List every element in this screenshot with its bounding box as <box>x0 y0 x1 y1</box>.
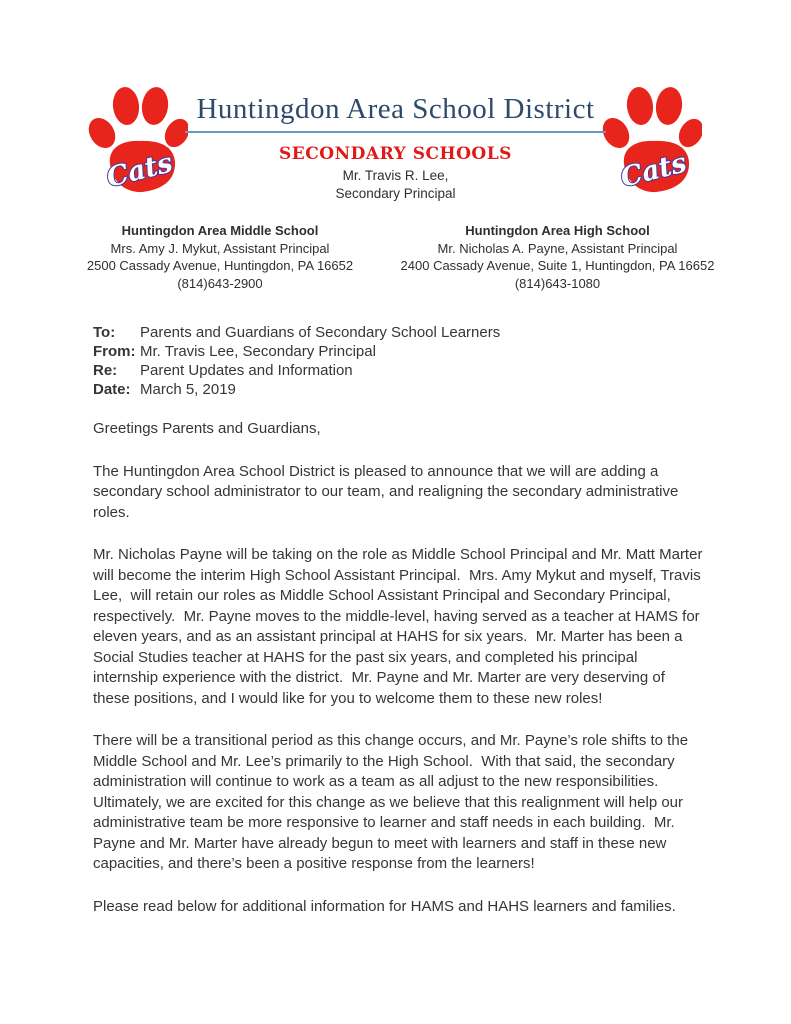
high-school-phone: (814)643-1080 <box>514 275 601 291</box>
high-school-block <box>400 222 715 292</box>
cats-paw-logo-left <box>88 86 188 200</box>
middle-school-principal: Mrs. Amy J. Mykut, Assistant Principal <box>110 240 330 256</box>
letter-paragraph-2: Mr. Nicholas Payne will be taking on the role as Middle School Principal and Mr. Matt Marter will become the interim High School Assistant Principal. Mrs. Amy Mykut and myself, Travis Lee, will retain our roles as Middle School Assistant Principal and Secondary Principal, respectively. Mr. Payne moves to the middle-level, having served as a teacher at HAMS for eleven years, and as an assistant principal at HAHS for six years. Mr. Marter has been a Social Studies teacher at HAHS for the past six years, and completed his principal internship experience with the district. Mr. Payne and Mr. Marter are very deserving of these positions, and I would like for you to welcome them to these new roles! <box>93 546 707 707</box>
memo-header <box>93 323 500 399</box>
middle-school-block <box>55 222 385 292</box>
paw-print-icon <box>602 86 702 200</box>
memo-date-value: March 5, 2019 <box>140 381 236 398</box>
cats-logo-text: Cats <box>617 147 690 194</box>
memo-re-value: Parent Updates and Information <box>140 362 353 379</box>
high-school-principal: Mr. Nicholas A. Payne, Assistant Principal <box>437 240 678 256</box>
paw-print-icon <box>88 86 188 200</box>
principal-title: Secondary Principal <box>335 186 456 201</box>
cats-logo-text: Cats <box>103 147 176 194</box>
letter-paragraph-4: Please read below for additional information for HAMS and HAHS learners and families. <box>93 897 676 915</box>
school-addresses <box>0 222 791 294</box>
title-rule <box>185 131 606 133</box>
letter-greeting: Greetings Parents and Guardians, <box>93 420 321 437</box>
middle-school-phone: (814)643-2900 <box>177 275 263 291</box>
memo-from-label: From: <box>93 343 136 360</box>
letterhead <box>185 93 606 203</box>
high-school-name: Huntingdon Area High School <box>465 223 650 238</box>
memo-to-label: To: <box>93 324 116 341</box>
letter-paragraph-1: The Huntingdon Area School District is pleased to announce that we will are adding a secondary school administrator to our team, and realigning the secondary administrative roles. <box>93 462 683 521</box>
principal-name: Mr. Travis R. Lee, <box>342 168 449 183</box>
letter-paragraph-3: There will be a transitional period as this change occurs, and Mr. Payne’s role shifts to the Middle School and Mr. Lee’s primarily to the High School. With that said, the secondary administration will continue to work as a team as all adjust to the new responsibilities. Ultimately, we are excited for this change as we believe that this realignment will help our administrative team be more responsive to learner and staff needs in each building. Mr. Payne and Mr. Marter have already begun to meet with learners and staff in these new capacities, and there’s been a positive response from the learners! <box>93 732 693 872</box>
secondary-schools-heading: SECONDARY SCHOOLS <box>279 144 512 164</box>
high-school-address: 2400 Cassady Avenue, Suite 1, Huntingdon, PA 16652 <box>400 258 715 273</box>
memo-date-label: Date: <box>93 381 131 398</box>
district-title: Huntingdon Area School District <box>196 93 595 125</box>
middle-school-address: 2500 Cassady Avenue, Huntingdon, PA 16652 <box>86 258 354 273</box>
memo-to-value: Parents and Guardians of Secondary School Learners <box>140 324 501 341</box>
memo-from-value: Mr. Travis Lee, Secondary Principal <box>140 343 376 360</box>
letter-body <box>93 419 705 939</box>
middle-school-name: Huntingdon Area Middle School <box>121 223 319 238</box>
memo-re-label: Re: <box>93 362 118 379</box>
cats-paw-logo-right <box>602 86 702 200</box>
